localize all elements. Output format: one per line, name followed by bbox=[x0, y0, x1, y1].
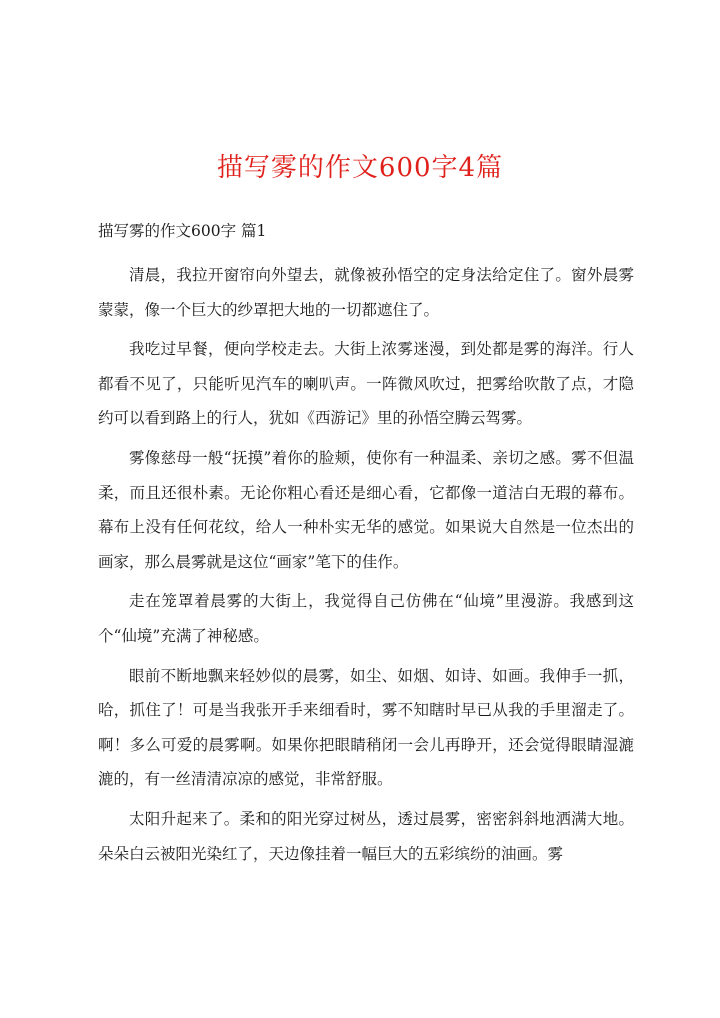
essay-body bbox=[98, 258, 634, 876]
paragraph: 走在笼罩着晨雾的大街上，我觉得自己仿佛在“仙境”里漫游。我感到这个“仙境”充满了神秘感。 bbox=[98, 592, 634, 645]
paragraph: 眼前不断地飘来轻妙似的晨雾，如尘、如烟、如诗、如画。我伸手一抓，哈，抓住了！可是当我张开手来细看时，雾不知瞎时早已从我的手里溜走了。啊！多么可爱的晨雾啊。如果你把眼睛稍闭一会儿再睁开，还会觉得眼睛湿漉漉的，有一丝清清凉凉的感觉，非常舒服。 bbox=[98, 666, 634, 789]
document-title: 描写雾的作文600字4篇 bbox=[216, 153, 504, 183]
essay-heading: 描写雾的作文600字 篇1 bbox=[98, 222, 267, 240]
paragraph: 雾像慈母一般“抚摸”着你的脸颊，使你有一种温柔、亲切之感。雾不但温柔，而且还很朴素。无论你粗心看还是细心看，它都像一道洁白无瑕的幕布。幕布上没有任何花纹，给人一种朴实无华的感觉。如果说大自然是一位杰出的画家，那么晨雾就是这位“画家”笔下的佳作。 bbox=[98, 448, 634, 571]
paragraph: 清晨，我拉开窗帘向外望去，就像被孙悟空的定身法给定住了。窗外晨雾蒙蒙，像一个巨大的纱罩把大地的一切都遮住了。 bbox=[98, 266, 634, 319]
paragraph: 我吃过早餐，便向学校走去。大街上浓雾迷漫，到处都是雾的海洋。行人都看不见了，只能听见汽车的喇叭声。一阵微风吹过，把雾给吹散了点，才隐约可以看到路上的行人，犹如《西游记》里的孙悟空腾云驾雾。 bbox=[98, 340, 634, 428]
paragraph: 太阳升起来了。柔和的阳光穿过树丛，透过晨雾，密密斜斜地洒满大地。朵朵白云被阳光染红了，天边像挂着一幅巨大的五彩缤纷的油画。雾 bbox=[98, 809, 634, 863]
